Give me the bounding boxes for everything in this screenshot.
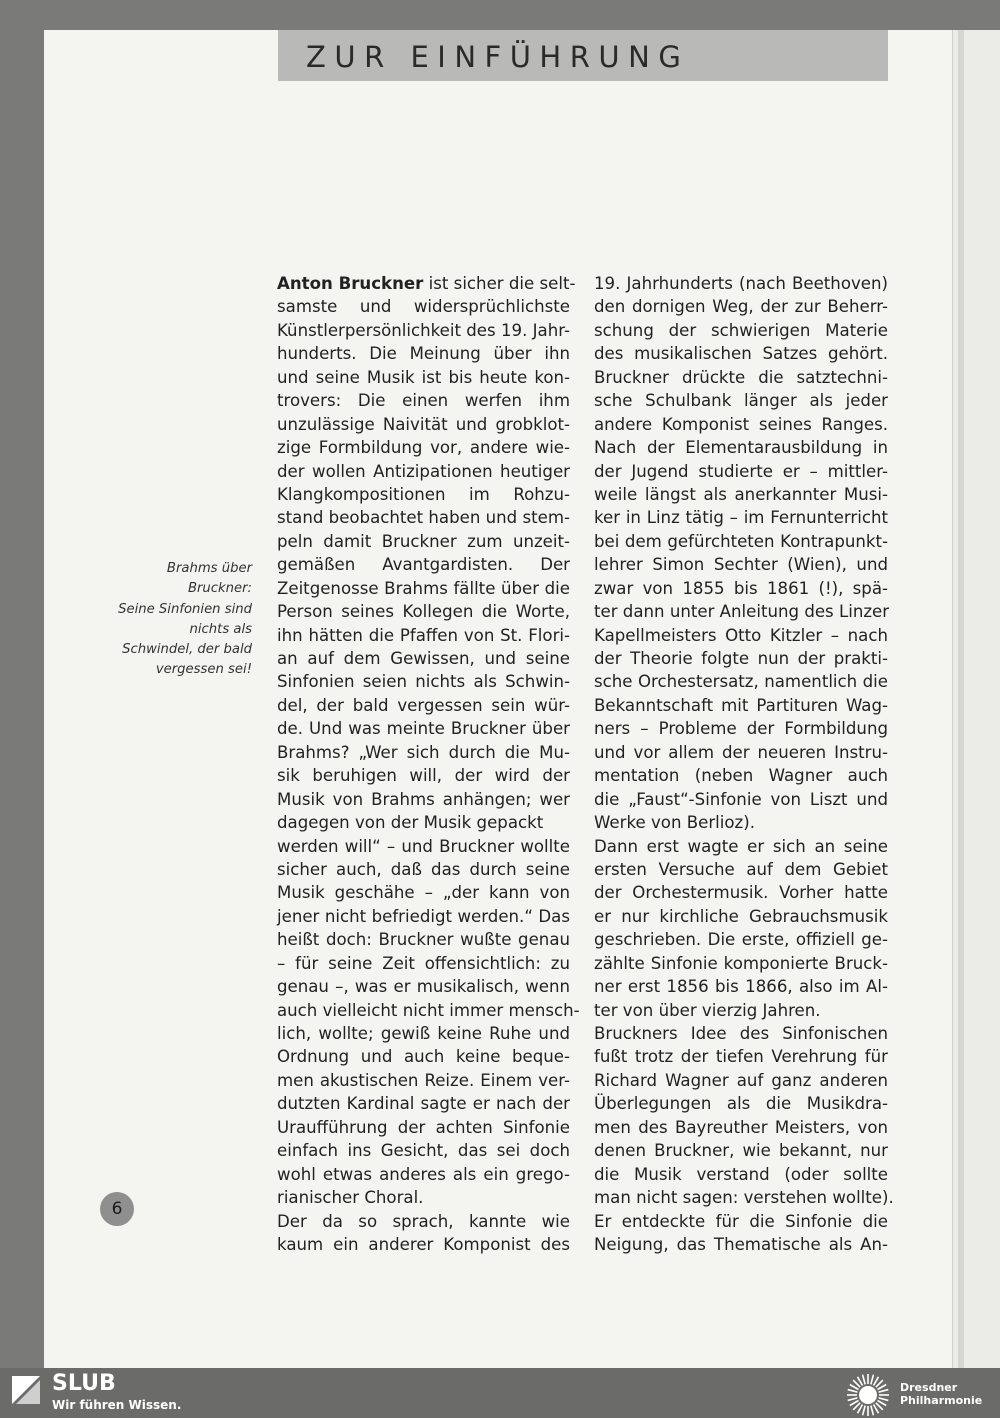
text-line: werden will“ – und Bruckner wollte — [277, 836, 570, 856]
text-line: der Jugend studierte er – mittler- — [594, 461, 888, 481]
text-line: lich, wollte; gewiß keine Ruhe und — [277, 1024, 570, 1043]
partner-name-line2: Philharmonie — [900, 1394, 983, 1407]
text-line: jener nicht befriedigt werden.“ Das — [277, 906, 570, 926]
margin-quote-line: nichts als — [189, 621, 252, 637]
text-line: men akustischen Reize. Einem ver- — [277, 1070, 570, 1090]
text-line: Bruckner drückte die satztechni- — [594, 367, 888, 387]
text-line: Person seines Kollegen die Worte, — [277, 602, 570, 622]
text-line: den dornigen Weg, der zur Beherr- — [594, 297, 888, 317]
text-line: Klangkompositionen im Rohzu- — [277, 484, 570, 504]
text-line: de. Und was meinte Bruckner über — [277, 719, 570, 739]
text-line: samste und widersprüchlichste — [277, 297, 570, 317]
text-line: kaum ein anderer Komponist des — [277, 1234, 570, 1254]
text-line: dutzten Kardinal sagte er nach der — [277, 1094, 570, 1114]
text-line: trovers: Die einen werfen ihm — [277, 391, 570, 411]
text-line-rest: ist sicher die selt- — [423, 274, 576, 293]
margin-quote-line: vergessen sei! — [155, 662, 252, 678]
section-title: ZUR EINFÜHRUNG — [306, 40, 690, 74]
text-line: zählte Sinfonie komponierte Bruck- — [594, 953, 888, 973]
page-gutter-shadow — [958, 30, 964, 1368]
text-line: weile längst als anerkannter Musi- — [594, 484, 888, 504]
text-line: Bekanntschaft mit Partituren Wag- — [594, 695, 888, 715]
text-line: Brahms? „Wer sich durch die Mu- — [277, 742, 570, 762]
text-line: peln damit Bruckner zum unzeit- — [277, 531, 570, 551]
text-line: genau –, was er musikalisch, wenn — [277, 977, 570, 997]
text-line: Neigung, das Thematische als An- — [594, 1234, 888, 1254]
text-line: Zeitgenosse Brahms fällte über die — [277, 578, 570, 598]
text-line: Kapellmeisters Otto Kitzler – nach — [594, 625, 888, 645]
text-line: Er entdeckte für die Sinfonie die — [594, 1211, 888, 1231]
text-line: auch vielleicht nicht immer mensch- — [277, 1000, 580, 1020]
text-line: sicher auch, daß das durch seine — [277, 859, 570, 879]
text-line: Uraufführung der achten Sinfonie — [277, 1117, 570, 1137]
partner-name[interactable] — [900, 1381, 996, 1411]
text-line: hunderts. Die Meinung über ihn — [277, 344, 570, 364]
text-line: sche Orchestersatz, namentlich die — [594, 672, 888, 692]
article-column-left — [277, 272, 580, 1256]
text-line: stand beobachtet haben und stem- — [277, 508, 570, 528]
text-line: sche Schulbank länger als jeder — [594, 391, 888, 411]
text-line: lehrer Simon Sechter (Wien), und — [594, 555, 888, 575]
text-line: Richard Wagner auf ganz anderen — [594, 1070, 888, 1090]
text-line: – für seine Zeit offensichtlich: zu — [277, 953, 570, 973]
text-line: Ordnung und auch keine beque- — [277, 1047, 570, 1067]
text-line: Musik geschähe – „der kann von — [277, 883, 570, 903]
text-line: die Musik verstand (oder sollte — [594, 1164, 888, 1184]
text-line: des musikalischen Satzes gehört. — [594, 344, 888, 364]
margin-quote-line: Bruckner: — [187, 581, 252, 597]
article-column-right — [594, 272, 894, 1256]
text-line: der Theorie folgte nun der prakti- — [594, 649, 888, 668]
partner-name-line1: Dresdner — [900, 1381, 958, 1394]
text-line: schung der schwierigen Materie — [594, 320, 888, 340]
text-line: unzulässige Naivität und grobklot- — [277, 414, 570, 434]
text-line: Dann erst wagte er sich an seine — [594, 836, 888, 856]
text-line: Sinfonien seien nichts als Schwin- — [277, 672, 570, 692]
text-line: geschrieben. Die erste, offiziell ge- — [594, 930, 888, 950]
text-line: fußt trotz der tiefen Verehrung für — [594, 1047, 888, 1067]
text-line: der wollen Antizipationen heutiger — [277, 461, 570, 481]
text-line: gemäßen Avantgardisten. Der — [277, 555, 570, 575]
text-line: men des Bayreuther Meisters, von — [594, 1117, 888, 1137]
text-line: sik beruhigen will, der wird der — [277, 766, 570, 786]
philharmonie-logo-icon[interactable] — [844, 1371, 892, 1417]
margin-quote-line: Seine Sinfonien sind — [118, 601, 252, 617]
text-line: Der da so sprach, kannte wie — [277, 1211, 570, 1231]
text-line: ihn hätten die Pfaffen von St. Flori- — [277, 625, 570, 645]
text-line: denen Bruckner, wie bekannt, nur — [594, 1141, 888, 1161]
text-line: und seine Musik ist bis heute kon- — [277, 367, 570, 387]
text-line: der Orchestermusik. Vorher hatte — [594, 883, 888, 903]
text-line: Musik von Brahms anhängen; wer — [277, 789, 570, 809]
text-line: 19. Jahrhunderts (nach Beethoven) — [594, 274, 888, 293]
text-line: ter dann unter Anleitung des Linzer — [594, 602, 890, 622]
library-name[interactable]: SLUB — [52, 1371, 116, 1396]
text-line: ker in Linz tätig – im Fernunterricht — [594, 508, 888, 528]
text-line: wohl etwas anderes als ein grego- — [277, 1164, 570, 1184]
page-number-badge: 6 — [100, 1192, 134, 1226]
text-line — [277, 272, 576, 295]
text-line: zwar von 1855 bis 1861 (!), spä- — [594, 578, 888, 598]
text-line: an auf dem Gewissen, und seine — [277, 649, 570, 668]
text-line: ersten Versuche auf dem Gebiet — [594, 859, 888, 879]
margin-quote-line: Brahms über — [166, 561, 252, 576]
text-line: einfach ins Gesicht, das sei doch — [277, 1141, 570, 1161]
text-line: man nicht sagen: verstehen wollte). — [594, 1188, 894, 1208]
text-line: ner erst 1856 bis 1866, also im Al- — [594, 977, 888, 997]
margin-quote-line: Schwindel, der bald — [122, 642, 252, 658]
text-line: zige Formbildung vor, andere wie- — [277, 438, 570, 458]
text-line: mentation (neben Wagner auch — [594, 766, 888, 786]
slub-logo-icon[interactable] — [10, 1374, 42, 1406]
text-line: ter von über vierzig Jahren. — [594, 1000, 821, 1020]
text-line: Werke von Berlioz). — [594, 813, 755, 833]
text-line: del, der bald vergessen sein wür- — [277, 695, 570, 715]
text-line: Künstlerpersönlichkeit des 19. Jahr- — [277, 320, 570, 340]
text-line: und vor allem der neueren Instru- — [594, 742, 888, 762]
text-line: er nur kirchliche Gebrauchsmusik — [594, 906, 888, 926]
text-line: Nach der Elementarausbildung in — [594, 438, 888, 458]
text-line: Überlegungen als die Musikdra- — [594, 1094, 888, 1114]
margin-quote — [108, 559, 252, 681]
text-line: andere Komponist seines Ranges. — [594, 414, 888, 434]
text-line: heißt doch: Bruckner wußte genau — [277, 930, 570, 950]
text-line: bei dem gefürchteten Kontrapunkt- — [594, 531, 888, 551]
text-line: Bruckners Idee des Sinfonischen — [594, 1024, 888, 1043]
text-line: ners – Probleme der Formbildung — [594, 719, 888, 739]
library-slogan: Wir führen Wissen. — [52, 1398, 182, 1412]
text-line: rianischer Choral. — [277, 1188, 424, 1208]
text-line: dagegen von der Musik gepackt — [277, 813, 544, 833]
lead-name: Anton Bruckner — [277, 274, 424, 293]
text-line: die „Faust“-Sinfonie von Liszt und — [594, 789, 888, 809]
